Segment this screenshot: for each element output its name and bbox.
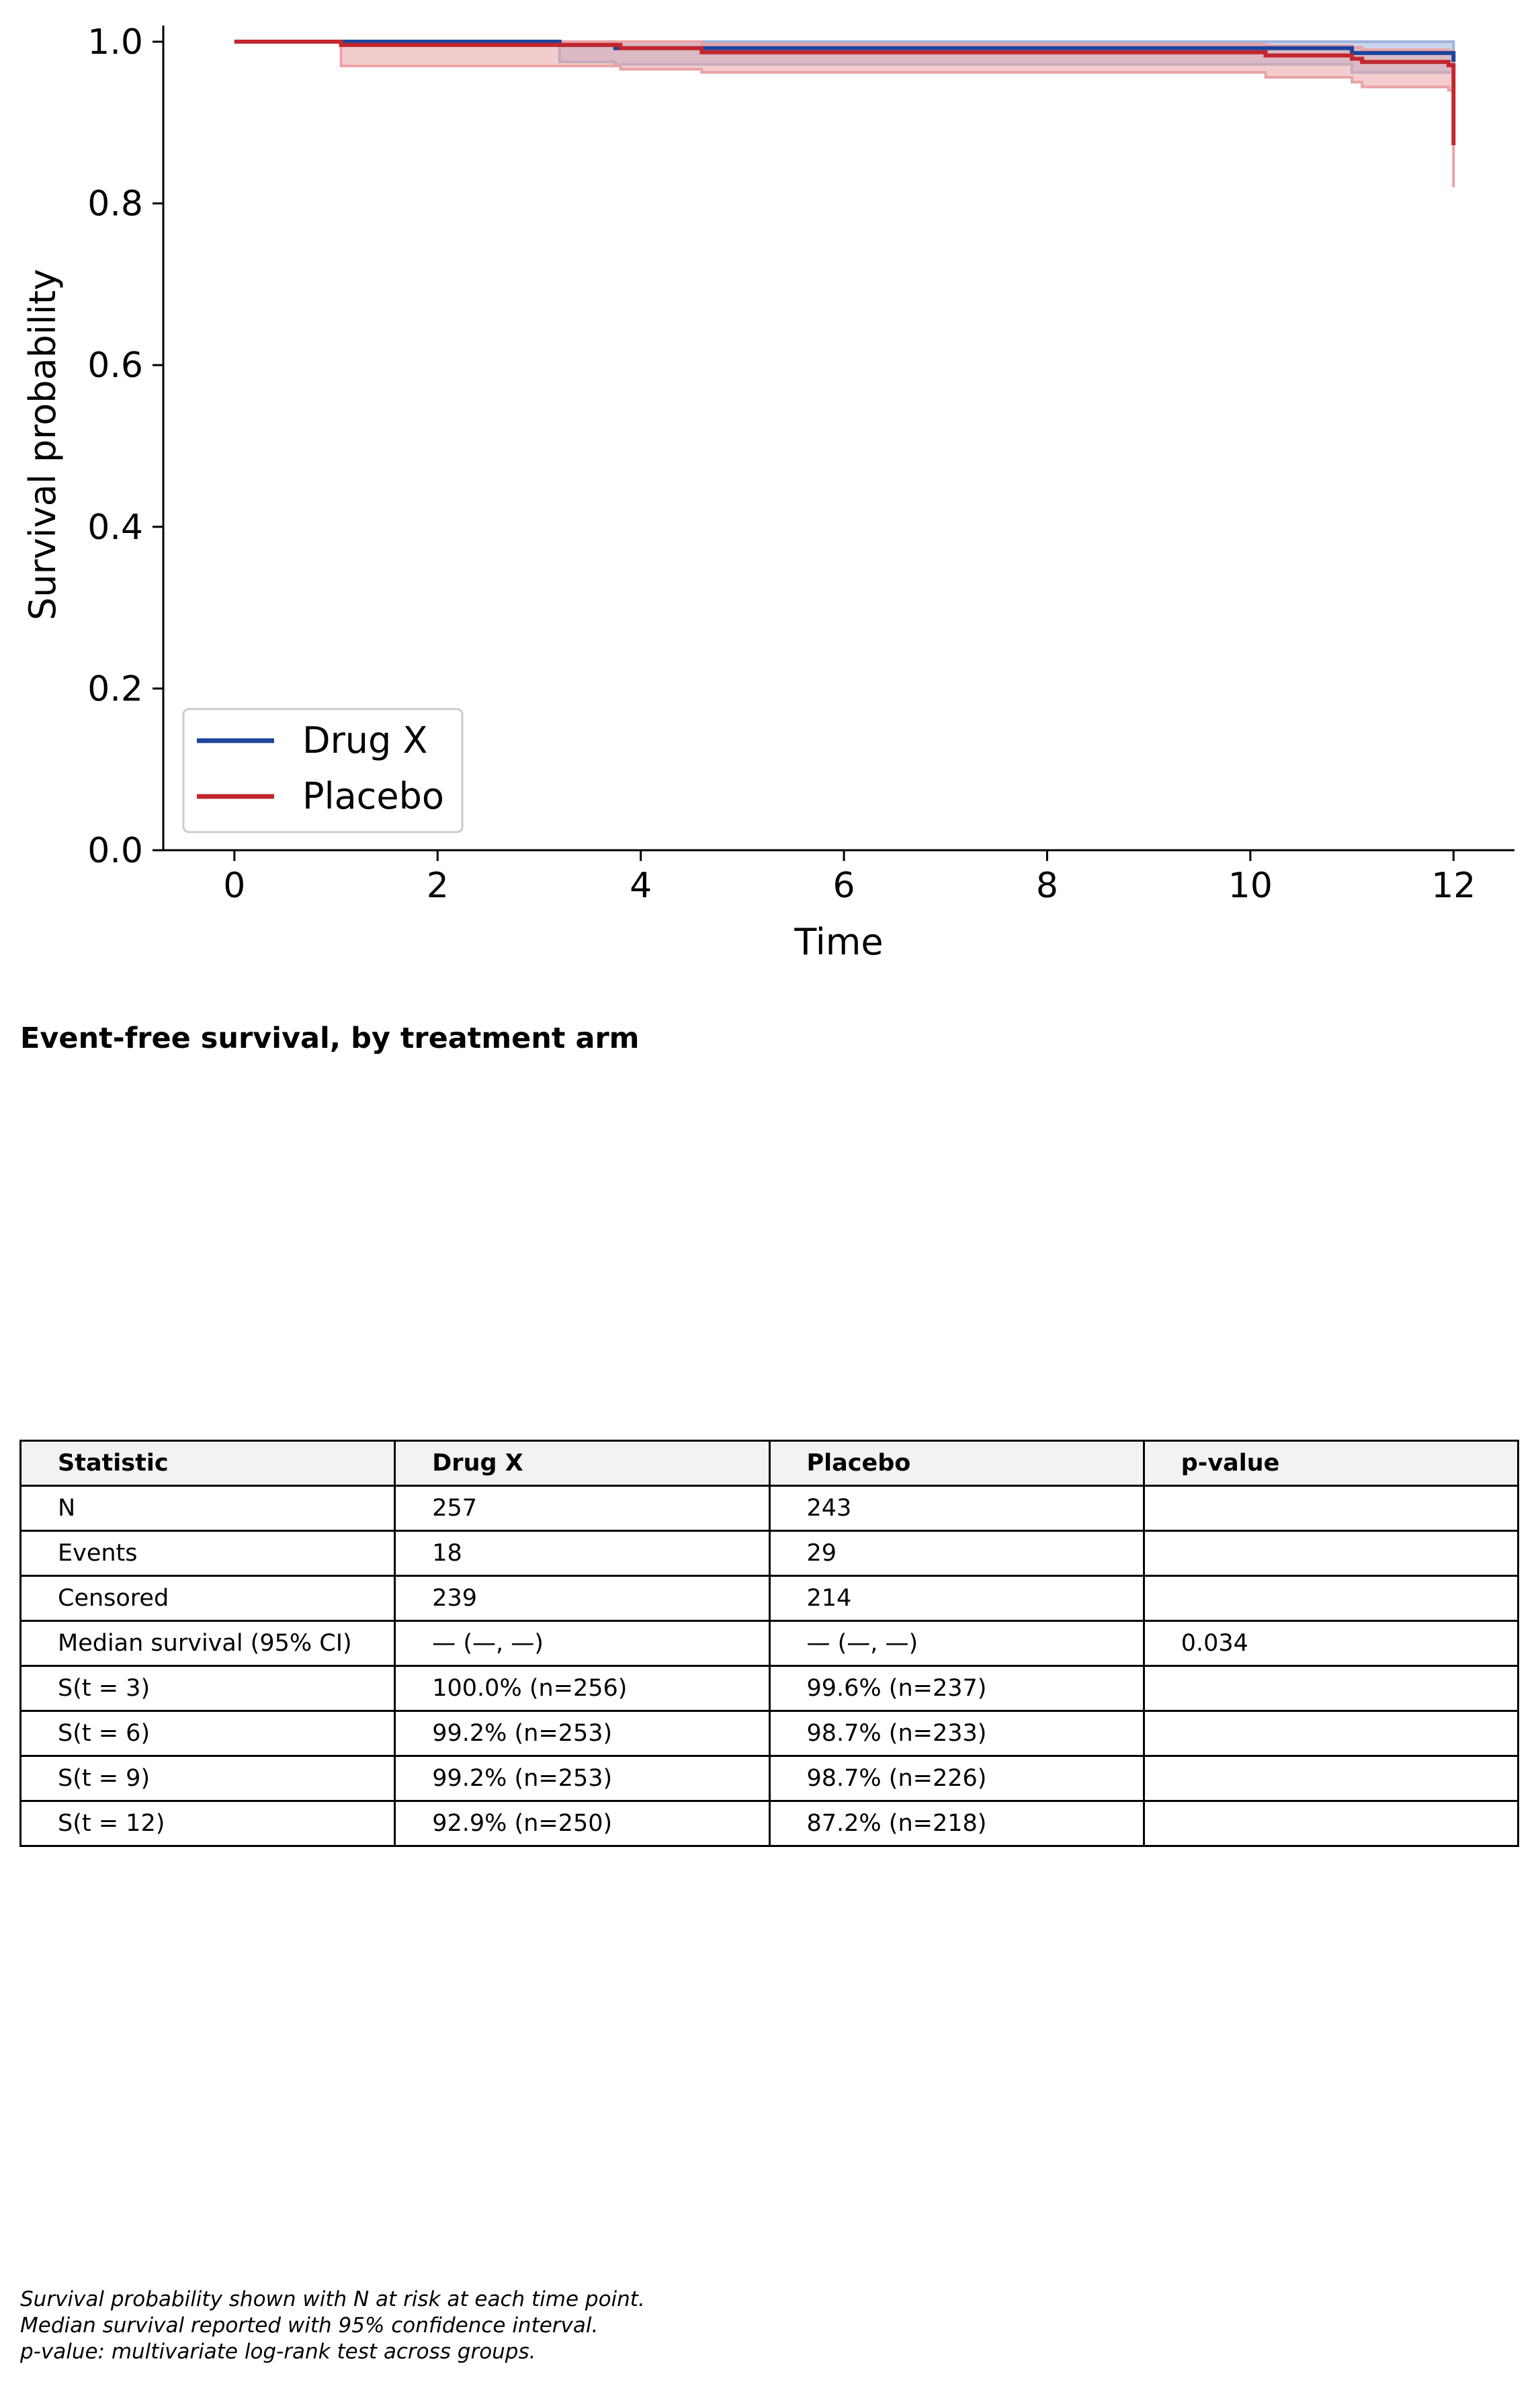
legend-label-0: Drug X <box>302 719 428 762</box>
km-chart <box>0 0 1540 995</box>
table-cell: 99.2% (n=253) <box>395 1756 769 1801</box>
table-cell: Events <box>21 1531 395 1576</box>
table-cell: 92.9% (n=250) <box>395 1801 769 1846</box>
table-cell: S(t = 3) <box>21 1666 395 1711</box>
x-tick-label: 10 <box>1228 866 1273 906</box>
y-axis-label: Survival probability <box>22 269 64 620</box>
y-tick-label: 0.6 <box>87 345 143 386</box>
y-tick-label: 1.0 <box>87 22 143 63</box>
x-tick-label: 0 <box>223 866 246 906</box>
table-row <box>21 1486 1518 1531</box>
table-cell: 257 <box>395 1486 769 1531</box>
stats-table <box>19 1440 1519 1847</box>
y-tick-label: 0.8 <box>87 183 143 224</box>
y-tick-label: 0.0 <box>87 831 143 871</box>
header-statistic: Statistic <box>21 1441 395 1486</box>
table-cell: 98.7% (n=226) <box>769 1756 1144 1801</box>
table-cell: S(t = 12) <box>21 1801 395 1846</box>
table-cell: S(t = 9) <box>21 1756 395 1801</box>
x-tick-label: 12 <box>1431 866 1476 906</box>
table-cell: 87.2% (n=218) <box>769 1801 1144 1846</box>
table-cell <box>1144 1711 1518 1756</box>
header-p-value: p-value <box>1144 1441 1518 1486</box>
table-cell: S(t = 6) <box>21 1711 395 1756</box>
table-cell <box>1144 1576 1518 1621</box>
table-cell: 98.7% (n=233) <box>769 1711 1144 1756</box>
table-cell: 243 <box>769 1486 1144 1531</box>
table-row <box>21 1711 1518 1756</box>
y-tick-label: 0.2 <box>87 669 143 710</box>
table-row <box>21 1801 1518 1846</box>
table-cell: 214 <box>769 1576 1144 1621</box>
table-cell: Censored <box>21 1576 395 1621</box>
table-cell <box>1144 1756 1518 1801</box>
table-row <box>21 1576 1518 1621</box>
x-tick-label: 4 <box>630 866 652 906</box>
table-row <box>21 1756 1518 1801</box>
table-cell: N <box>21 1486 395 1531</box>
x-tick-label: 6 <box>832 866 855 906</box>
table-cell: — (—, —) <box>769 1621 1144 1666</box>
chart-title: Event-free survival, by treatment arm <box>20 1022 640 1055</box>
table-cell: 99.2% (n=253) <box>395 1711 769 1756</box>
footnote: p-value: multivariate log-rank test across groups. <box>20 2340 536 2364</box>
legend-label-1: Placebo <box>302 775 444 817</box>
table-cell: 18 <box>395 1531 769 1576</box>
x-tick-label: 8 <box>1035 866 1059 906</box>
table-row <box>21 1621 1518 1666</box>
table-cell: 29 <box>769 1531 1144 1576</box>
table-cell: 0.034 <box>1144 1621 1518 1666</box>
table-cell: 239 <box>395 1576 769 1621</box>
footnote: Survival probability shown with N at risk at each time point. <box>20 2287 645 2311</box>
table-header-row <box>21 1441 1518 1486</box>
table-row <box>21 1666 1518 1711</box>
x-tick-label: 2 <box>426 866 449 906</box>
table-cell <box>1144 1486 1518 1531</box>
table-cell: 99.6% (n=237) <box>769 1666 1144 1711</box>
table-cell: — (—, —) <box>395 1621 769 1666</box>
y-tick-label: 0.4 <box>87 507 143 548</box>
footnotes <box>20 2287 645 2365</box>
table-cell <box>1144 1801 1518 1846</box>
header-placebo: Placebo <box>769 1441 1144 1486</box>
table-cell: 100.0% (n=256) <box>395 1666 769 1711</box>
table-cell <box>1144 1531 1518 1576</box>
footnote: Median survival reported with 95% confidence interval. <box>20 2313 599 2338</box>
table-cell: Median survival (95% CI) <box>21 1621 395 1666</box>
x-axis-label: Time <box>794 921 884 963</box>
header-drug-x: Drug X <box>395 1441 769 1486</box>
ci-band-1 <box>234 42 1453 188</box>
table-row <box>21 1531 1518 1576</box>
table-cell <box>1144 1666 1518 1711</box>
